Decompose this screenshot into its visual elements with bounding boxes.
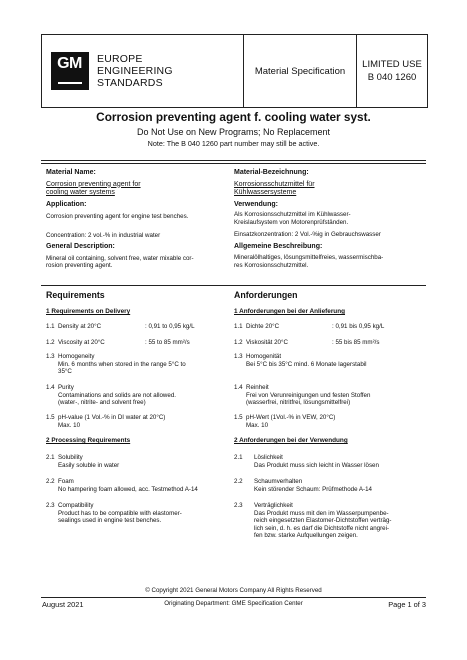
de-foam-label: Schaumverhalten <box>254 478 303 485</box>
en-density-row <box>46 323 101 331</box>
de-viscosity-row <box>234 339 288 347</box>
en-viscosity-row <box>46 339 105 347</box>
en-purity-text-2: (water-, nitrite- and solvent free) <box>58 399 146 407</box>
de-foam-text: Kein störender Schaum: Prüfmethode A-14 <box>254 485 372 493</box>
de-section-1: 1 Anforderungen bei der Anlieferung <box>234 308 346 315</box>
en-ph-label: pH-value (1 Vol.-% in DI water at 20°C) <box>58 414 166 421</box>
en-homog-num: 1.3 <box>46 353 55 360</box>
gm-logo <box>51 52 89 90</box>
en-section-1: 1 Requirements on Delivery <box>46 308 131 315</box>
de-foam <box>234 478 424 493</box>
en-section-2: 2 Processing Requirements <box>46 437 131 444</box>
limited-use-cell <box>357 35 427 107</box>
de-solubility <box>234 454 424 469</box>
de-ph <box>234 414 424 429</box>
doc-type: Material Specification <box>244 35 357 107</box>
de-density-num: 1.1 <box>234 323 243 330</box>
en-compatibility <box>46 502 231 525</box>
en-homog-text-2: 35°C <box>58 368 72 376</box>
en-concentration: Concentration: 2 vol.-% in industrial water <box>46 231 161 239</box>
de-general-2: res Korrosionsschutzmittel. <box>234 261 309 269</box>
de-header-block <box>234 169 424 269</box>
en-ph <box>46 414 231 429</box>
en-viscosity-num: 1.2 <box>46 339 55 346</box>
en-comp-num: 2.3 <box>46 502 55 509</box>
en-density-label: Density at 20°C <box>58 323 102 330</box>
de-ph-text: Max. 10 <box>246 421 269 429</box>
de-foam-num: 2.2 <box>234 478 243 485</box>
de-general-1: Mineralölhaltiges, lösungsmittelfreies, wassermischba- <box>234 254 384 262</box>
de-purity <box>234 384 424 407</box>
de-density-label: Dichte 20°C <box>246 323 280 330</box>
en-viscosity-value: : 55 to 85 mm²/s <box>145 339 190 346</box>
de-purity-text-1: Frei von Verunreinigungen und festen Stoffen <box>246 391 371 399</box>
de-material-name-2: Kühlwassersysteme <box>234 189 297 196</box>
en-general-2: rosion preventing agent. <box>46 262 113 270</box>
de-comp-text-3: lich sein, d. h. es darf die Dichtstoffe nicht angrei- <box>254 524 390 532</box>
en-sol-label: Solubility <box>58 454 83 461</box>
en-viscosity-label: Viscosity at 20°C <box>58 339 105 346</box>
de-ph-label: pH-Wert (1Vol.-% in VEW, 20°C) <box>246 414 336 421</box>
en-material-name-1: Corrosion preventing agent for <box>46 180 141 188</box>
en-material-name-2: cooling water systems <box>46 189 115 196</box>
de-homog-label: Homogenität <box>246 353 282 360</box>
en-material-name-label: Material Name: <box>46 169 96 176</box>
standards-line-3: STANDARDS <box>97 77 163 89</box>
en-foam <box>46 478 231 493</box>
de-requirements-heading: Anforderungen <box>234 290 298 300</box>
de-compatibility <box>234 502 424 540</box>
de-application-1: Als Korrosionsschutzmittel im Kühlwasser- <box>234 211 351 218</box>
en-homogeneity <box>46 353 231 376</box>
limited-use-label: LIMITED USE <box>362 59 422 70</box>
en-application: Corrosion preventing agent for engine test benches. <box>46 213 189 220</box>
en-foam-num: 2.2 <box>46 478 55 485</box>
en-comp-text-2: sealings used in engine test benches. <box>58 517 162 525</box>
footer-department: Originating Department: GME Specification Center <box>164 600 303 607</box>
divider-mid <box>41 285 426 286</box>
en-sol-text: Easily soluble in water <box>58 461 120 469</box>
logo-cell <box>42 35 97 107</box>
en-header-block <box>46 169 231 270</box>
en-purity-text-1: Contaminations and solids are not allowed. <box>58 391 176 399</box>
copyright: © Copyright 2021 General Motors Company All Rights Reserved <box>145 587 322 594</box>
footer-date: August 2021 <box>42 600 84 609</box>
en-foam-text: No hampering foam allowed, acc. Testmethod A-14 <box>58 485 198 493</box>
standards-cell <box>97 35 244 107</box>
en-homog-text-1: Min. 6 months when stored in the range 5°C to <box>58 360 186 368</box>
divider-top-1 <box>41 160 426 161</box>
de-purity-num: 1.4 <box>234 384 243 391</box>
de-comp-num: 2.3 <box>234 502 243 509</box>
en-ph-num: 1.5 <box>46 414 55 421</box>
en-purity <box>46 384 231 407</box>
de-density-value: : 0,91 bis 0,95 kg/L <box>332 323 385 330</box>
en-purity-label: Purity <box>58 384 74 391</box>
en-comp-text-1: Product has to be compatible with elastomer- <box>58 509 182 517</box>
de-material-name-label: Material-Bezeichnung: <box>234 169 309 176</box>
de-comp-text-4: fen bzw. starke Aufquellungen zeigen. <box>254 532 358 540</box>
de-sol-num: 2.1 <box>234 454 243 461</box>
de-viscosity-label: Viskosität 20°C <box>246 339 288 346</box>
en-sol-num: 2.1 <box>46 454 55 461</box>
de-section-2: 2 Anforderungen bei der Verwendung <box>234 437 348 444</box>
en-application-label: Application: <box>46 200 87 208</box>
de-purity-label: Reinheit <box>246 384 269 391</box>
de-comp-text-1: Das Produkt muss mit den im Wasserpumpenbe- <box>254 509 389 517</box>
en-density-value: : 0,91 to 0,95 kg/L <box>145 323 195 330</box>
en-general-label: General Description: <box>46 243 115 251</box>
en-density-num: 1.1 <box>46 323 55 330</box>
de-material-name-1: Korrosionsschutzmittel für <box>234 180 315 188</box>
de-sol-text: Das Produkt muss sich leicht in Wasser lösen <box>254 461 379 469</box>
de-purity-text-2: (wasserfrei, nitritfrei, lösungsmittelfrei) <box>246 399 351 407</box>
de-homog-text: Bei 5°C bis 35°C mind. 6 Monate lagerstabil <box>246 360 367 368</box>
footer-page: Page 1 of 3 <box>388 600 426 609</box>
de-ph-num: 1.5 <box>234 414 243 421</box>
gm-logo-text: GM <box>57 55 82 72</box>
en-requirements-heading: Requirements <box>46 290 105 300</box>
en-foam-label: Foam <box>58 478 74 485</box>
spec-number: B 040 1260 <box>367 72 417 83</box>
de-homog-num: 1.3 <box>234 353 243 360</box>
de-application-label: Verwendung: <box>234 200 278 208</box>
en-general-1: Mineral oil containing, solvent free, water mixable cor- <box>46 254 194 262</box>
standards-line-2: ENGINEERING <box>97 65 173 77</box>
de-comp-text-2: reich eingesetzten Elastomer-Dichtstoffen verträg- <box>254 517 392 525</box>
de-homogeneity <box>234 353 424 368</box>
de-viscosity-num: 1.2 <box>234 339 243 346</box>
en-homog-label: Homogeneity <box>58 353 95 360</box>
de-comp-label: Verträglichkeit <box>254 502 293 509</box>
page-title: Corrosion preventing agent f. cooling water syst. <box>96 110 371 124</box>
de-density-row <box>234 323 279 331</box>
header-box <box>41 34 428 108</box>
page-subtitle: Do Not Use on New Programs; No Replacement <box>136 127 331 137</box>
de-application-2: Kreislaufsystem von Motorenprüfständen. <box>234 218 349 226</box>
divider-top-2 <box>41 163 426 164</box>
en-ph-text: Max. 10 <box>58 421 81 429</box>
de-viscosity-value: : 55 bis 85 mm²/s <box>332 339 380 346</box>
de-concentration: Einsatzkonzentration: 2 Vol.-%ig in Gebrauchswasser <box>234 231 381 239</box>
de-sol-label: Löslichkeit <box>254 454 283 461</box>
footer-divider <box>41 597 426 598</box>
en-solubility <box>46 454 231 469</box>
en-purity-num: 1.4 <box>46 384 55 391</box>
en-comp-label: Compatibility <box>58 502 94 509</box>
de-general-label: Allgemeine Beschreibung: <box>234 242 323 250</box>
standards-line-1: EUROPE <box>97 53 143 65</box>
page-note: Note: The B 040 1260 part number may still be active. <box>147 139 320 148</box>
